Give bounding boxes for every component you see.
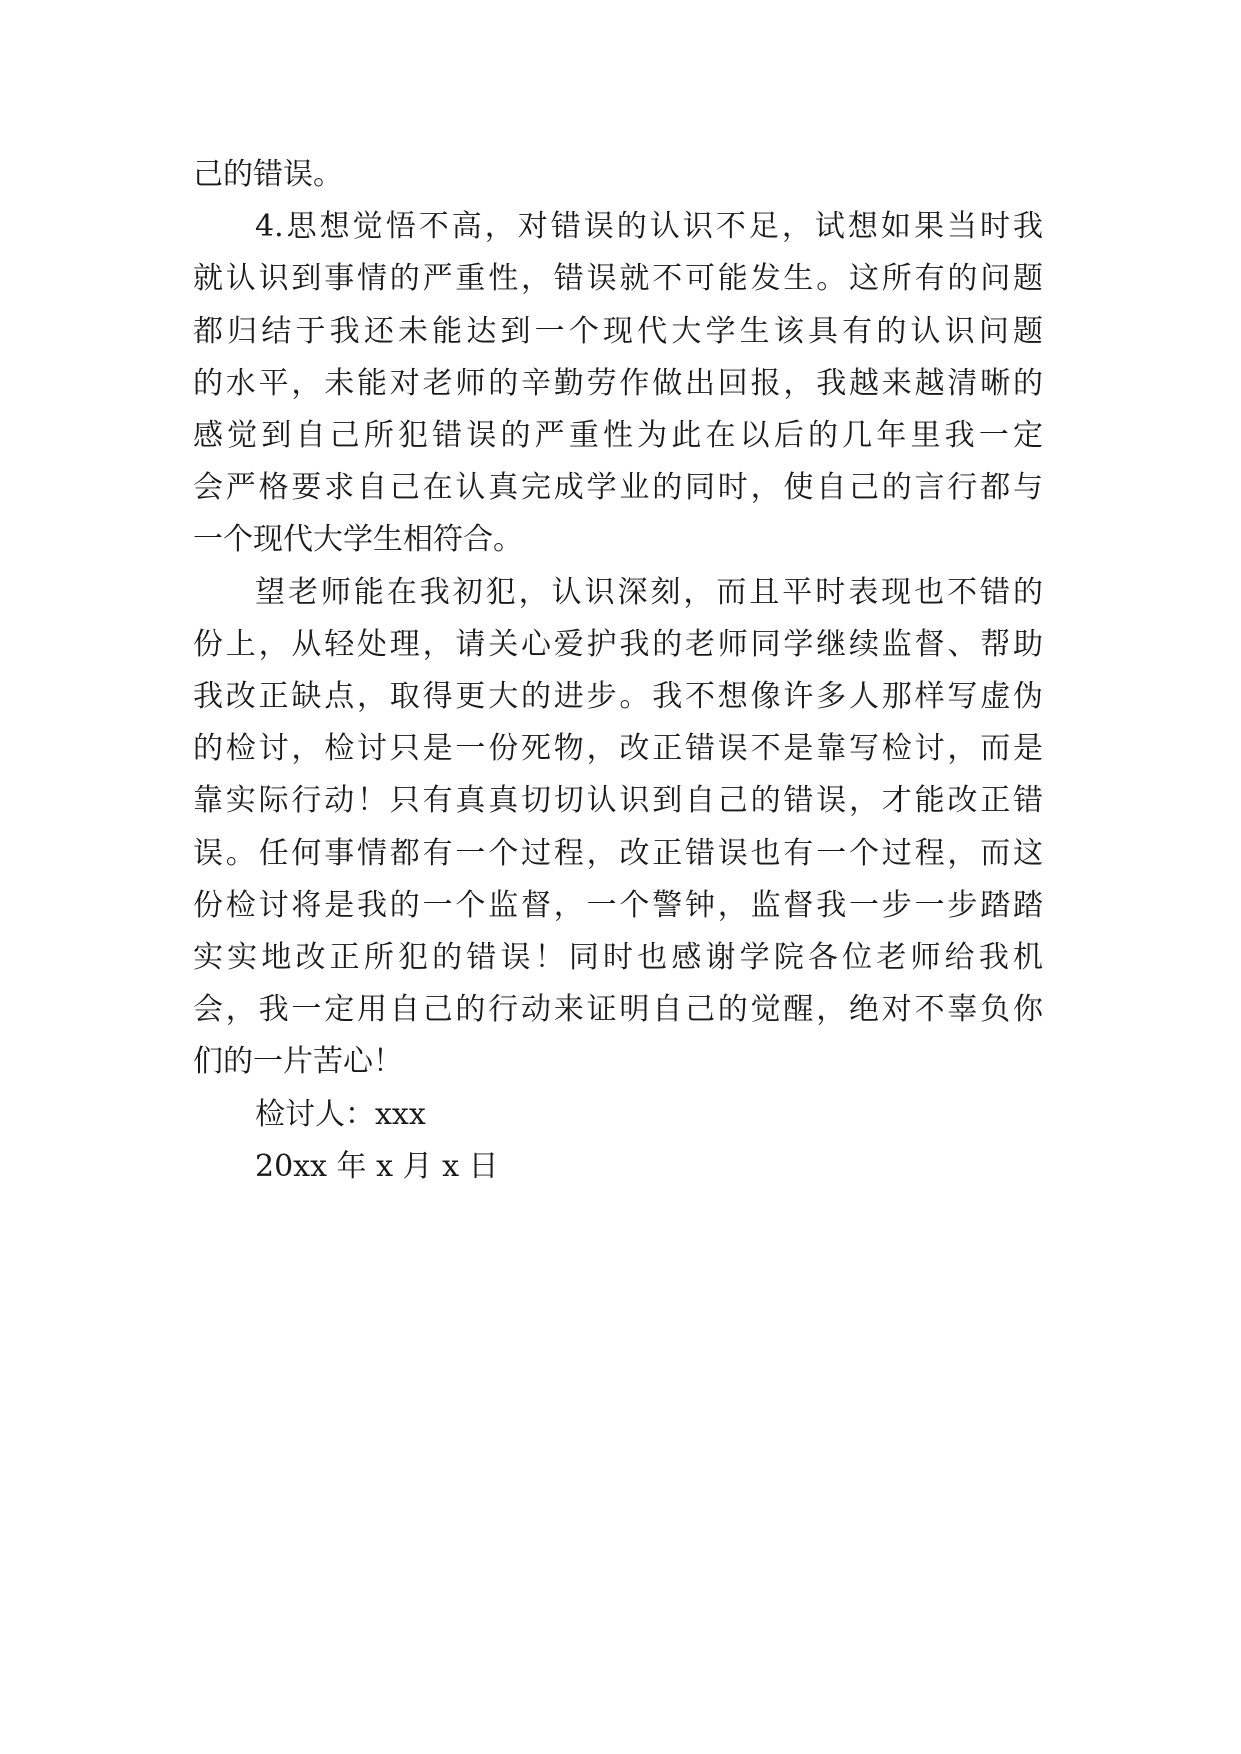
text-line: 会严格要求自己在认真完成学业的同时，使自己的言行都与 xyxy=(193,470,1043,505)
text-line: 感觉到自己所犯错误的严重性为此在以后的几年里我一定 xyxy=(193,418,1043,453)
signature-author: 检讨人：xxx xyxy=(255,1097,426,1132)
text-line: 误。任何事情都有一个过程，改正错误也有一个过程，而这 xyxy=(193,836,1043,871)
paragraph-first-line: 4.思想觉悟不高，对错误的认识不足，试想如果当时我 xyxy=(255,209,1043,244)
text-line: 会，我一定用自己的行动来证明自己的觉醒，绝对不辜负你 xyxy=(193,992,1043,1027)
text-line: 都归结于我还未能达到一个现代大学生该具有的认识问题 xyxy=(193,314,1043,349)
text-line: 们的一片苦心！ xyxy=(193,1044,403,1079)
text-line: 份检讨将是我的一个监督，一个警钟，监督我一步一步踏踏 xyxy=(193,888,1043,923)
text-line: 份上，从轻处理，请关心爱护我的老师同学继续监督、帮助 xyxy=(193,627,1043,662)
text-line: 一个现代大学生相符合。 xyxy=(193,522,523,557)
text-line: 的水平，未能对老师的辛勤劳作做出回报，我越来越清晰的 xyxy=(193,366,1043,401)
text-line: 实实地改正所犯的错误！同时也感谢学院各位老师给我机 xyxy=(193,940,1043,975)
text-line: 我改正缺点，取得更大的进步。我不想像许多人那样写虚伪 xyxy=(193,679,1043,714)
text-line: 己的错误。 xyxy=(193,157,343,192)
text-line: 靠实际行动！只有真真切切认识到自己的错误，才能改正错 xyxy=(193,783,1043,818)
text-line: 就认识到事情的严重性，错误就不可能发生。这所有的问题 xyxy=(193,261,1043,296)
paragraph-first-line: 望老师能在我初犯，认识深刻，而且平时表现也不错的 xyxy=(255,575,1043,610)
signature-date: 20xx 年 x 月 x 日 xyxy=(255,1149,499,1184)
text-line: 的检讨，检讨只是一份死物，改正错误不是靠写检讨，而是 xyxy=(193,731,1043,766)
